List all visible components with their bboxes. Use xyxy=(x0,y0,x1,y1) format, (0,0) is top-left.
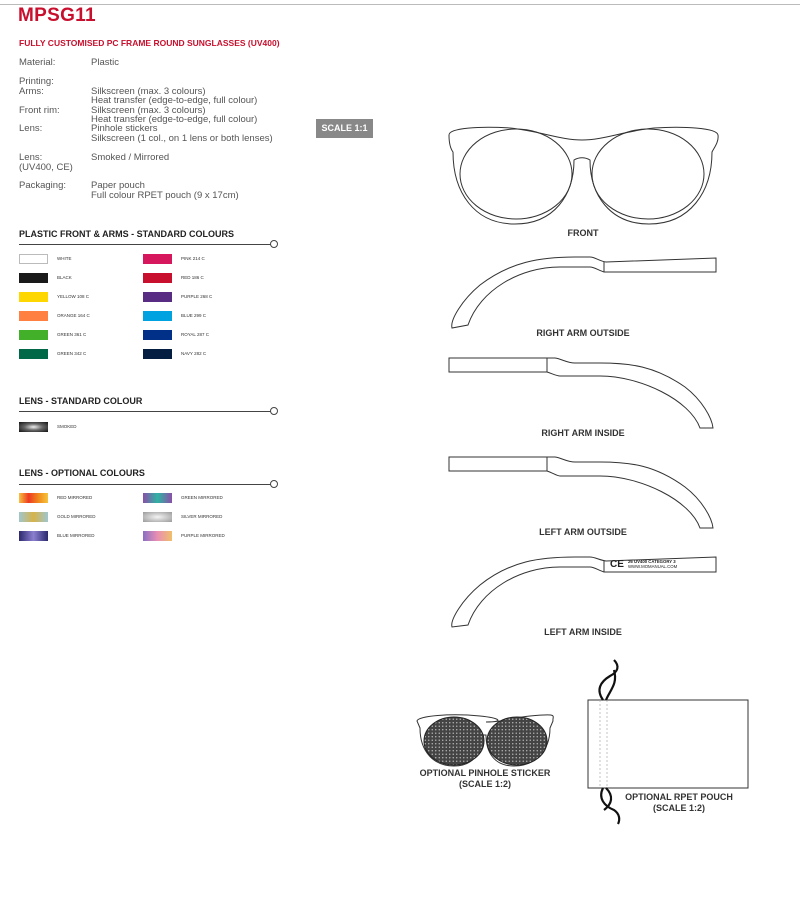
arm-marking-line-1: 26 UV400 CATEGORY 3 xyxy=(628,559,676,564)
lens-value-1: Pinhole stickers xyxy=(91,123,158,134)
pouch-label-1: OPTIONAL RPET POUCH xyxy=(625,792,733,802)
swatch-label: NAVY 282 C xyxy=(181,351,207,356)
lens-value-2: Silkscreen (1 col., on 1 lens or both lenses) xyxy=(91,133,273,144)
frontrim-value-2: Heat transfer (edge-to-edge, full colour) xyxy=(91,114,258,125)
swatch-label: BLUE MIRRORED xyxy=(57,533,95,538)
swatch-label: PURPLE MIRRORED xyxy=(181,533,225,538)
frontrim-value-1: Silkscreen (max. 3 colours) xyxy=(91,105,206,116)
right-arm-inside-drawing xyxy=(449,358,713,428)
front-view-drawing xyxy=(449,127,718,224)
scale-badge: SCALE 1:1 xyxy=(316,119,373,138)
left-arm-outside-label: LEFT ARM OUTSIDE xyxy=(539,527,627,537)
swatch-label: PINK 214 C xyxy=(181,256,205,261)
swatch-label: GREEN 361 C xyxy=(57,332,87,337)
swatch-label: WHITE xyxy=(57,256,72,261)
swatch-label: GOLD MIRRORED xyxy=(57,514,96,519)
swatch-label: YELLOW 108 C xyxy=(57,294,90,299)
product-code: MPSG11 xyxy=(18,5,96,26)
lens2-value: Smoked / Mirrored xyxy=(91,152,170,163)
lens-label: Lens: xyxy=(19,123,43,134)
pinhole-label-1: OPTIONAL PINHOLE STICKER xyxy=(419,768,551,778)
packaging-label: Packaging: xyxy=(19,180,67,191)
lens-optional-title: LENS - OPTIONAL COLOURS xyxy=(19,468,145,478)
front-label: FRONT xyxy=(567,228,599,238)
swatch-label: BLACK xyxy=(57,275,72,280)
swatch-label: RED 186 C xyxy=(181,275,204,280)
printing-label: Printing: xyxy=(19,76,54,87)
pouch-label-2: (SCALE 1:2) xyxy=(652,803,705,813)
swatch-label: PURPLE 268 C xyxy=(181,294,213,299)
frontrim-label: Front rim: xyxy=(19,105,60,116)
standard-colours-title: PLASTIC FRONT & ARMS - STANDARD COLOURS xyxy=(19,229,234,239)
swatch-label: ORANGE 164 C xyxy=(57,313,90,318)
ce-mark: CE xyxy=(610,559,624,570)
right-arm-outside-label: RIGHT ARM OUTSIDE xyxy=(536,328,630,338)
material-label: Material: xyxy=(19,57,56,68)
arms-label: Arms: xyxy=(19,86,44,97)
arms-value-1: Silkscreen (max. 3 colours) xyxy=(91,86,206,97)
packaging-value-1: Paper pouch xyxy=(91,180,145,191)
swatch-label: SMOKED xyxy=(57,424,77,429)
swatch-label: GREEN MIRRORED xyxy=(181,495,223,500)
packaging-value-2: Full colour RPET pouch (9 x 17cm) xyxy=(91,190,239,201)
pinhole-sticker-drawing xyxy=(417,715,553,766)
pinhole-label-2: (SCALE 1:2) xyxy=(458,779,511,789)
product-title: FULLY CUSTOMISED PC FRAME ROUND SUNGLASSES (UV400) xyxy=(19,38,280,48)
material-value: Plastic xyxy=(91,57,119,68)
lens2-label-1: Lens: xyxy=(19,152,43,163)
right-arm-outside-drawing xyxy=(452,257,716,328)
left-arm-outside-drawing xyxy=(449,457,713,528)
left-arm-inside-label: LEFT ARM INSIDE xyxy=(544,627,622,637)
arm-ce-marking xyxy=(610,559,710,571)
swatch-label: RED MIRRORED xyxy=(57,495,93,500)
arm-marking-line-2: WWW.MOMANUAL.COM xyxy=(628,564,678,569)
swatch-label: BLUE 299 C xyxy=(181,313,207,318)
lens2-label-2: (UV400, CE) xyxy=(19,162,73,173)
lens-standard-title: LENS - STANDARD COLOUR xyxy=(19,396,143,406)
swatch-label: ROYAL 287 C xyxy=(181,332,210,337)
arms-value-2: Heat transfer (edge-to-edge, full colour) xyxy=(91,95,258,106)
right-arm-inside-label: RIGHT ARM INSIDE xyxy=(541,428,625,438)
swatch-label: SILVER MIRRORED xyxy=(181,514,223,519)
swatch-label: GREEN 342 C xyxy=(57,351,87,356)
